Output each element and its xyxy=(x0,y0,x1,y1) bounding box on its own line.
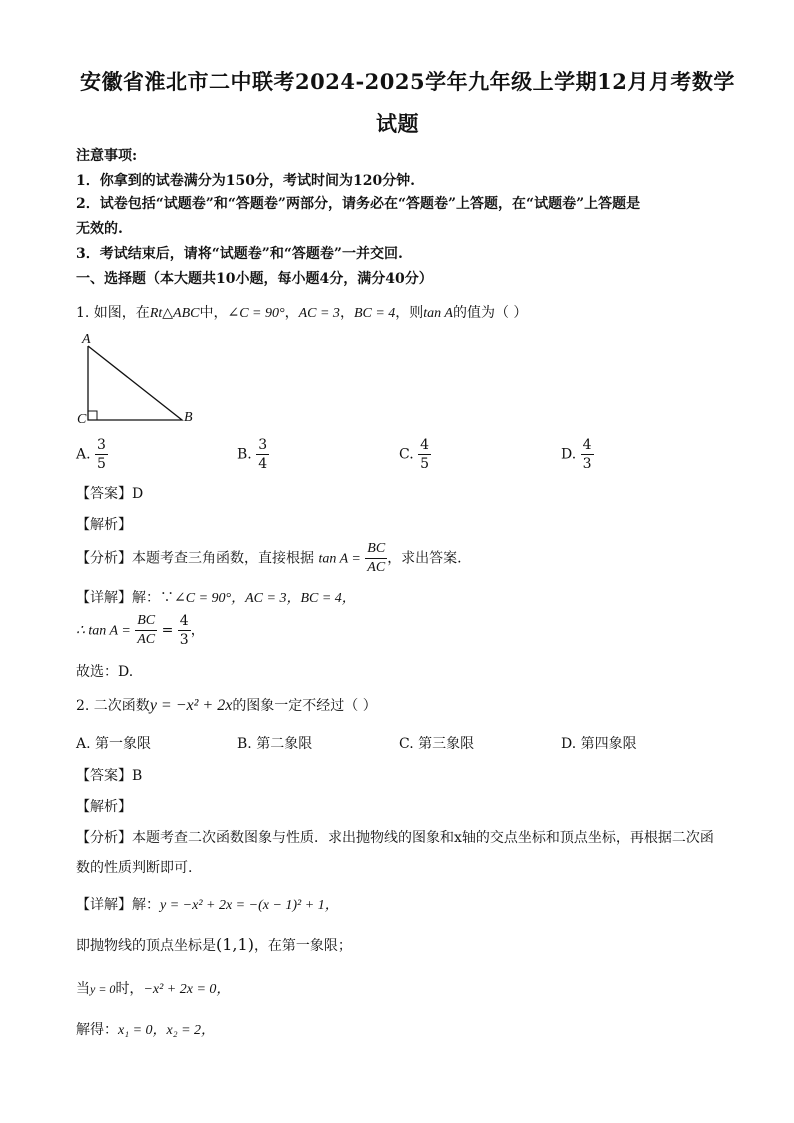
detail-text: 解： xyxy=(132,897,160,913)
when-condition: y = 0 xyxy=(90,982,116,996)
fenxi-text-a: 本题考查三角函数，直接根据 xyxy=(132,550,314,567)
q1-sep-1: ， xyxy=(284,305,299,321)
q2-fenxi-line1 xyxy=(76,827,714,847)
q2-option-b-letter: B. xyxy=(237,736,252,752)
q2-detail xyxy=(76,894,339,914)
detail-tag: 【详解】 xyxy=(76,590,132,606)
q1-therefore xyxy=(76,612,205,649)
q1-triangle: Rt△ABC xyxy=(149,306,200,321)
q2-option-c-letter: C. xyxy=(399,736,414,752)
q2-option-b-text: 第二象限 xyxy=(256,736,313,752)
vertex-coordinates: (1,1) xyxy=(216,935,254,954)
fenxi-tag: 【分析】 xyxy=(76,550,132,567)
fraction-denominator: 3 xyxy=(582,456,592,472)
q1-detail xyxy=(76,587,356,607)
q2-option-b xyxy=(237,733,312,753)
solve-text: 解得： xyxy=(76,1022,118,1038)
page-title-line2: 试题 xyxy=(376,111,419,136)
when-equation: −x² + 2x = 0， xyxy=(143,982,231,997)
q1-fenxi xyxy=(76,540,462,577)
fraction-numerator: BC xyxy=(135,612,157,631)
q1-cond-angle: ∠C = 90° xyxy=(227,306,285,321)
detail-conditions: ∠C = 90°，AC = 3，BC = 4， xyxy=(174,591,356,606)
therefore-fraction-1 xyxy=(135,612,157,649)
q1-sep-2: ， xyxy=(339,305,354,321)
question-1-stem xyxy=(76,302,527,322)
q2-option-d-text: 第四象限 xyxy=(580,736,637,752)
detail-equation: y = −x² + 2x = −(x − 1)² + 1， xyxy=(160,898,339,913)
notice-heading: 注意事项: xyxy=(76,148,138,164)
question-2-stem xyxy=(76,695,377,715)
fraction-denominator: 5 xyxy=(420,456,430,472)
q1-option-a xyxy=(76,436,108,473)
q1-cond-ac: AC = 3 xyxy=(298,306,340,321)
q2-vertex xyxy=(76,935,352,955)
fraction-numerator: 4 xyxy=(582,437,592,453)
q2-option-a xyxy=(76,733,151,753)
equals-sign: = xyxy=(161,622,174,639)
q2-analysis-tag: 【解析】 xyxy=(76,799,132,815)
therefore-end: ， xyxy=(190,622,205,639)
q1-option-c xyxy=(399,436,431,473)
q2-option-d-letter: D. xyxy=(561,736,577,752)
q1-cond-bc: BC = 4 xyxy=(353,306,396,321)
vertex-label-a: A xyxy=(82,332,91,347)
q1-stem-d: 的值为（ ） xyxy=(452,305,528,321)
q1-option-a-fraction xyxy=(95,436,108,473)
q1-target: tan A xyxy=(423,306,453,321)
q2-option-d xyxy=(561,733,637,753)
notice-item-1: 1．你拿到的试卷满分为150分，考试时间为120分钟. xyxy=(76,173,416,189)
q1-option-c-fraction xyxy=(418,436,431,473)
q1-option-a-letter: A. xyxy=(76,446,91,463)
answer-tag: 【答案】 xyxy=(76,486,132,502)
q2-function: y = −x² + 2x xyxy=(149,697,233,714)
q1-choose: 故选：D. xyxy=(76,664,134,680)
vertex-text-b: ，在第一象限； xyxy=(253,938,352,954)
fraction-numerator: BC xyxy=(365,540,387,559)
q1-stem-c: ，则 xyxy=(395,305,424,321)
q2-solve xyxy=(76,1019,215,1039)
answer-value: B xyxy=(132,768,143,784)
fraction-numerator: 4 xyxy=(420,437,430,453)
triangle-figure xyxy=(74,334,214,434)
therefore-fraction-2 xyxy=(178,612,191,649)
fenxi-tan: tan A = xyxy=(318,551,361,567)
when-text-b: 时， xyxy=(115,981,144,997)
section-heading: 一、选择题（本大题共10小题，每小题4分，满分40分） xyxy=(76,271,433,287)
answer-tag: 【答案】 xyxy=(76,768,132,784)
q1-option-d-fraction xyxy=(581,436,594,473)
triangle-outline xyxy=(88,346,182,420)
notice-item-2-cont: 无效的. xyxy=(76,221,123,237)
q1-analysis-tag: 【解析】 xyxy=(76,517,132,533)
q1-option-b-letter: B. xyxy=(237,446,252,463)
q1-stem-b: 中， xyxy=(199,305,228,321)
q2-option-a-letter: A. xyxy=(76,736,91,752)
notice-item-2: 2．试卷包括“试题卷”和“答题卷”两部分，请务必在“答题卷”上答题，在“试题卷”上答题是 xyxy=(76,196,641,212)
q1-option-d-letter: D. xyxy=(561,446,577,463)
detail-tag: 【详解】 xyxy=(76,897,132,913)
q1-option-c-letter: C. xyxy=(399,446,414,463)
fraction-denominator: AC xyxy=(367,560,386,575)
q1-answer xyxy=(76,483,143,503)
q2-when xyxy=(76,978,230,998)
q2-answer xyxy=(76,765,142,785)
detail-text: 解：∵ xyxy=(132,590,174,606)
fenxi-text-1: 本题考查二次函数图象与性质．求出抛物线的图象和x轴的交点坐标和顶点坐标，再根据二次函 xyxy=(132,830,714,846)
q1-option-b xyxy=(237,436,269,473)
fenxi-fraction xyxy=(365,540,387,577)
vertex-label-c: C xyxy=(77,412,87,427)
q2-fenxi-line2: 数的性质判断即可. xyxy=(76,860,193,876)
fraction-numerator: 3 xyxy=(97,437,106,453)
page-title: 安徽省淮北市二中联考2024-2025学年九年级上学期12月月考数学 xyxy=(80,69,735,94)
q2-option-c-text: 第三象限 xyxy=(418,736,475,752)
solve-roots: x₁ = 0，x₂ = 2， xyxy=(118,1023,216,1038)
right-angle-mark xyxy=(88,411,97,420)
when-text-a: 当 xyxy=(76,981,90,997)
q1-stem-a: 1. 如图，在 xyxy=(76,305,150,321)
answer-value: D xyxy=(132,486,144,502)
q1-option-d xyxy=(561,436,594,473)
vertex-label-b: B xyxy=(184,410,193,425)
q2-option-a-text: 第一象限 xyxy=(95,736,152,752)
fraction-denominator: 4 xyxy=(258,456,268,472)
fenxi-tag: 【分析】 xyxy=(76,830,132,846)
fraction-denominator: AC xyxy=(137,632,156,647)
fraction-denominator: 3 xyxy=(179,632,189,648)
fraction-denominator: 5 xyxy=(97,456,106,472)
fenxi-text-b: ，求出答案. xyxy=(387,550,462,567)
fraction-numerator: 3 xyxy=(258,437,268,453)
q2-stem-a: 2. 二次函数 xyxy=(76,698,150,714)
notice-item-3: 3．考试结束后，请将“试题卷”和“答题卷”一并交回. xyxy=(76,246,403,262)
q1-option-b-fraction xyxy=(256,436,269,473)
vertex-text-a: 即抛物线的顶点坐标是 xyxy=(76,938,216,954)
q2-option-c xyxy=(399,733,474,753)
therefore-tan: ∴ tan A = xyxy=(76,623,131,639)
fraction-numerator: 4 xyxy=(179,613,189,629)
q2-stem-b: 的图象一定不经过（ ） xyxy=(232,698,377,714)
